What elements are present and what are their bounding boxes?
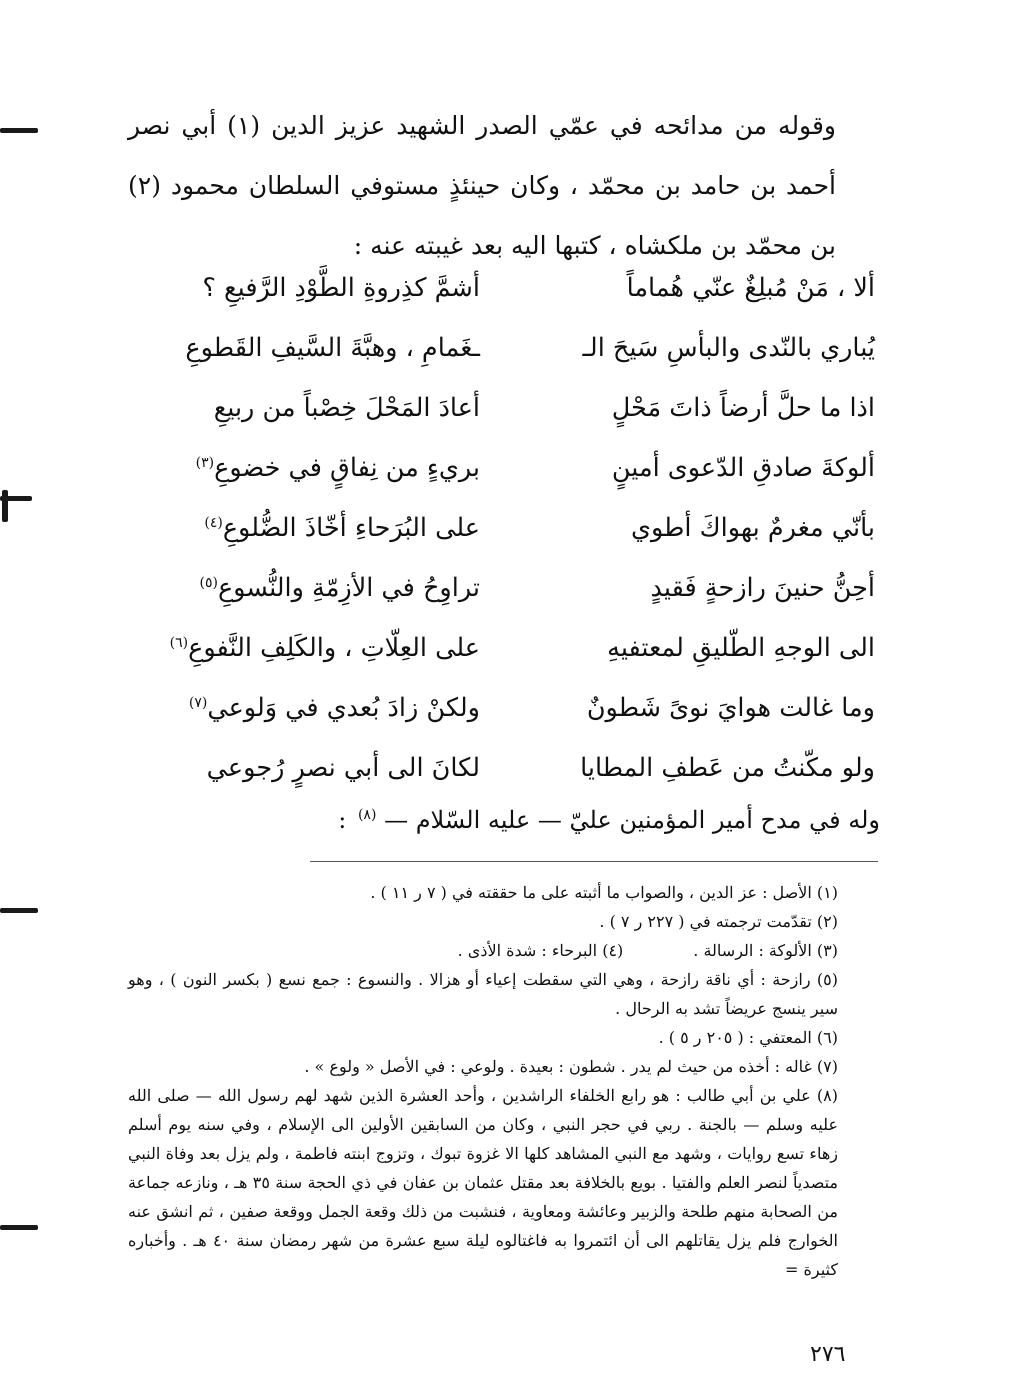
footnote-2: (٢) تقدّمت ترجمته في ( ٢٢٧ ر ٧ ) .	[599, 912, 838, 931]
verse-line	[130, 258, 885, 318]
verse-sadr: اذا ما حلَّ أرضاً ذاتَ مَحْلٍ	[611, 393, 875, 423]
footnote-4: (٤) البرحاء : شدة الأذى .	[457, 941, 624, 960]
verse-ajuz	[140, 378, 480, 438]
verse-ajuz	[140, 258, 480, 318]
verse-ajuz	[140, 678, 480, 738]
verse-ajuz	[140, 618, 480, 678]
footnote-ref: (٣)	[195, 454, 215, 471]
verse-ajuz	[140, 498, 480, 558]
footnote-ref: (٤)	[204, 514, 223, 531]
verse-sadr: يُباري بالنّدى والبأسِ سَيحَ الـ	[582, 333, 875, 363]
verse-line	[130, 558, 885, 618]
footnote-ref: (٥)	[199, 574, 218, 591]
verse-ajuz-text: على العِلّاتِ ، والكَلِفِ النَّفوعِ	[188, 633, 480, 663]
footnote-ref: (٦)	[169, 634, 189, 651]
verse-ajuz	[140, 738, 480, 798]
footnote-3: (٣) الألوكة : الرسالة .	[693, 941, 838, 960]
footnote-ref: (٧)	[188, 694, 208, 711]
poem	[130, 258, 885, 798]
closing-colon: :	[338, 806, 347, 834]
verse-line	[130, 318, 885, 378]
verse-ajuz-text: تراوِحُ في الأزِمّةِ والنُّسوعِ	[217, 573, 480, 603]
footnote-ref: (٨)	[357, 807, 377, 823]
margin-mark	[0, 1225, 38, 1230]
footnote-8: (٨) علي بن أبي طالب : هو رابع الخلفاء الراشدين ، وأحد العشرة الذين شهد لهم رسول الله — صلى الله عليه وسلم — بالجنة . ربي في حجر النبي ، وكان من السابقين الأولين الى الإسلام ، وفي سنه يوم أسلم زهاء تسع روايات ، وشهد مع النبي المشاهد كلها الا غزوة تبوك ، وتزوج ابنته فاطمة ، ولم يزل بعد وفاة النبي متصدياً لنصر العلم والفتيا . بويع بالخلافة بعد مقتل عثمان بن عفان في ذي الحجة سنة ٣٥ هـ ، ونازعه جماعة من الصحابة منهم طلحة والزبير وعائشة ومعاوية ، فنشبت من ذلك وقعة الجمل ووقعة صفين ، ثم انشق عنه الخوارج فلم يزل يقاتلهم الى أن ائتمروا به فاغتالوه ليلة سبع عشرة من شهر رمضان سنة ٤٠ هـ . وأخباره كثيرة =	[128, 1086, 839, 1279]
closing-line	[338, 795, 880, 845]
verse-ajuz-text: أشمَّ كذِروةِ الطَّوْدِ الرَّفيعِ ؟	[202, 273, 480, 303]
verse-ajuz-text: بريءٍ من نِفاقٍ في خضوعِ	[214, 453, 480, 483]
verse-ajuz-text: على البُرَحاءِ أخّاذَ الضُّلوعِ	[222, 513, 480, 543]
footnote-6: (٦) المعتفي : ( ٢٠٥ ر ٥ ) .	[658, 1028, 838, 1047]
footnote-row	[128, 936, 890, 965]
intro-text: وقوله من مدائحه في عمّي الصدر الشهيد عزيز الدين (١) أبي نصر أحمد بن حامد بن محمّد ، وكان حينئذٍ مستوفي السلطان محمود (٢) بن محمّد بن ملكشاه ، كتبها اليه بعد غيبته عنه :	[128, 111, 836, 260]
verse-ajuz-text: لكانَ الى أبي نصرٍ رُجوعي	[206, 753, 480, 783]
margin-mark	[2, 490, 8, 522]
footnote-1: (١) الأصل : عز الدين ، والصواب ما أثبته على ما حققته في ( ٧ ر ١١ ) .	[370, 883, 838, 902]
verse-line	[130, 438, 885, 498]
verse-ajuz-text: ولكنْ زادَ بُعدي في وَلوعي	[207, 693, 480, 723]
verse-ajuz	[140, 318, 480, 378]
footnote-separator	[310, 861, 878, 862]
margin-mark	[0, 496, 32, 501]
verse-line	[130, 678, 885, 738]
intro-paragraph	[128, 96, 896, 276]
margin-mark	[0, 128, 38, 133]
verse-line	[130, 378, 885, 438]
verse-sadr: ألوكةَ صادقِ الدّعوى أمينٍ	[611, 453, 875, 483]
verse-ajuz	[140, 558, 480, 618]
footnote-7: (٧) غاله : أخذه من حيث لم يدر . شطون : بعيدة . ولوعي : في الأصل « ولوع » .	[304, 1057, 838, 1076]
footnotes	[128, 878, 890, 1284]
verse-line	[130, 738, 885, 798]
footnote-5: (٥) رازحة : أي ناقة رازحة ، وهي التي سقطت إعياء أو هزالا . والنسوع : جمع نسع ( بكسر النون ) ، وهو سير ينسج عريضاً تشد به الرحال .	[128, 970, 839, 1018]
verse-sadr: وما غالت هوايَ نوىً شَطونٌ	[586, 693, 875, 723]
margin-mark	[0, 908, 38, 913]
verse-sadr: أحِنُّ حنينَ رازحةٍ فَقيدٍ	[650, 573, 875, 603]
closing-text: وله في مدح أمير المؤمنين عليّ — عليه السّلام —	[384, 806, 880, 834]
verse-line	[130, 498, 885, 558]
verse-sadr: ولو مكّنتُ من عَطفِ المطايا	[580, 753, 875, 783]
verse-ajuz-text: أعادَ المَحْلَ خِصْباً من ربيعِ	[213, 393, 480, 423]
verse-ajuz-text: ـغَمامِ ، وهبَّةَ السَّيفِ القَطوعِ	[185, 333, 480, 363]
verse-sadr: الى الوجهِ الطّليقِ لمعتفيهِ	[607, 633, 875, 663]
verse-line	[130, 618, 885, 678]
verse-ajuz	[140, 438, 480, 498]
verse-sadr: ألا ، مَنْ مُبلِغٌ عنّي هُماماً	[626, 273, 875, 303]
verse-sadr: بأنّي مغرمٌ بهواكَ أطوي	[631, 513, 875, 543]
page-number: ٢٧٦	[810, 1342, 846, 1367]
